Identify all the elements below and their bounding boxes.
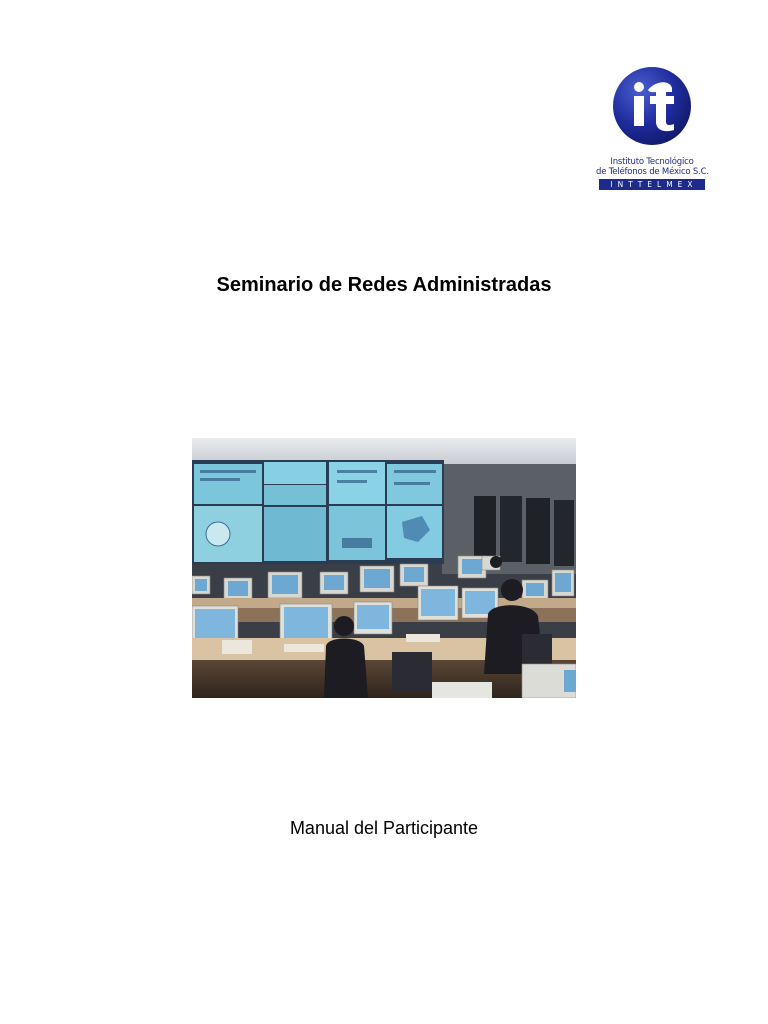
- logo-name-line1: Instituto Tecnológico: [610, 157, 694, 167]
- logo-band: INTTELMEX: [599, 179, 705, 190]
- institution-logo: [596, 66, 708, 192]
- it-monogram-icon: [612, 66, 692, 146]
- control-room-photo: [192, 438, 576, 698]
- document-title: Seminario de Redes Administradas: [216, 274, 552, 296]
- document-subtitle: Manual del Participante: [289, 818, 479, 838]
- logo-name-line2: de Teléfonos de México S.C.: [596, 167, 709, 177]
